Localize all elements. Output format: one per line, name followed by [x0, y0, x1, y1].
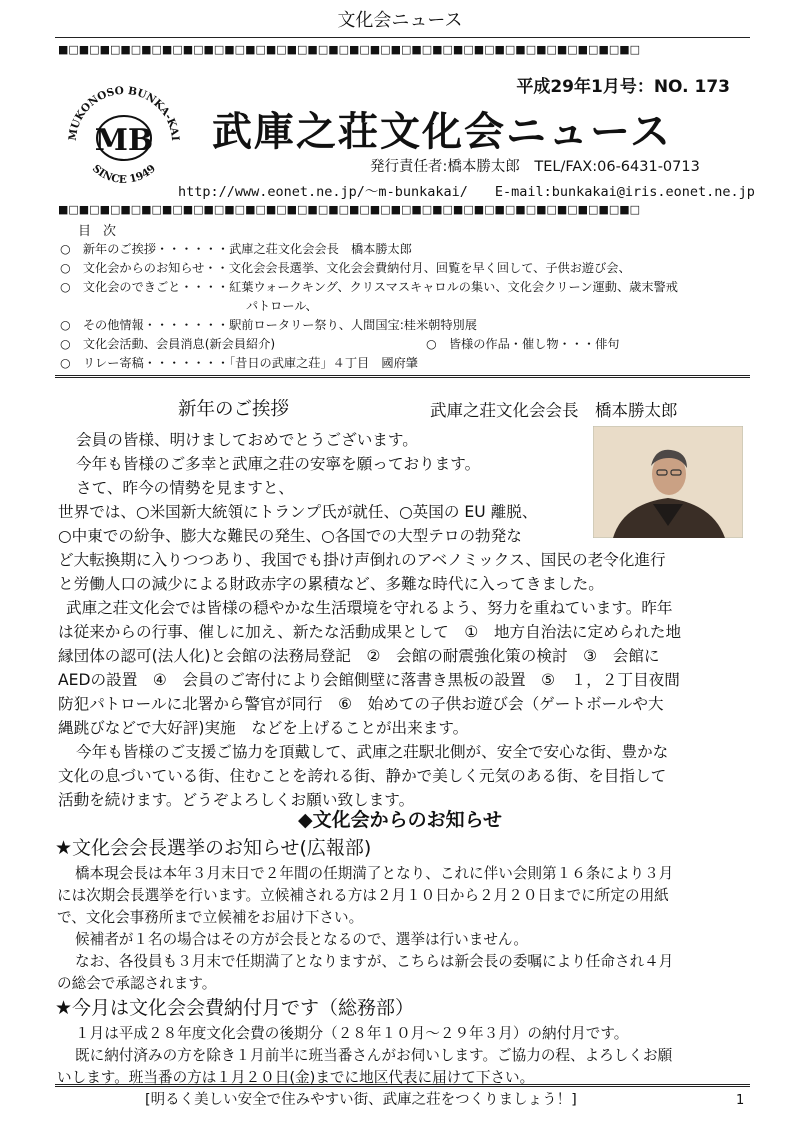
toc-title: 目次: [78, 224, 129, 239]
greeting-line: 縄跳びなどで大好評)実施 などを上げることが出来ます。: [58, 719, 469, 737]
election-heading: ★文化会会長選挙のお知らせ(広報部): [55, 837, 372, 859]
footer-rule: [55, 1084, 750, 1087]
header-pattern: ■□■□■□■□■□■□■□■□■□■□■□■□■□■□■□■□■□■□■□■□■□■□■□■□■□■□■□■□: [58, 43, 641, 56]
election-line: には次期会長選挙を行います。立候補される方は２月１０日から２月２０日までに所定の用紙: [57, 887, 669, 904]
toc-line: ○ その他情報・・・・・・・駅前ロータリー祭り、人間国宝:桂米朝特別展: [60, 318, 477, 332]
election-line: なお、各役員も３月末で任期満了となりますが、こちらは新会長の委嘱により任命され４月: [75, 953, 674, 970]
greeting-line: 今年も皆様のご多幸と武庫之荘の安寧を願っております。: [76, 455, 481, 473]
greeting-line: AEDの設置 ④ 会員のご寄付により会館側壁に落書き黒板の設置 ⑤ １，２丁目夜間: [58, 671, 680, 689]
greeting-line: ○中東での紛争、膨大な難民の発生、○各国での大型テロの勃発な: [58, 527, 522, 545]
greeting-line: と労働人口の減少による財政赤字の累積など、多難な時代に入ってきました。: [58, 575, 604, 593]
page-number: 1: [736, 1093, 745, 1108]
toc-top-pattern: ■□■□■□■□■□■□■□■□■□■□■□■□■□■□■□■□■□■□■□■□■□■□■□■□■□■□■□■□: [58, 203, 641, 216]
greeting-line: 武庫之荘文化会では皆様の穏やかな生活環境を守れるよう、努力を重ねています。昨年: [66, 599, 673, 617]
website-email[interactable]: http://www.eonet.ne.jp/～m-bunkakai/ E-mail:bunkakai@iris.eonet.ne.jp: [178, 184, 755, 200]
election-line: で、文化会事務所まで立候補をお届け下さい。: [57, 909, 364, 926]
issue-number: 平成29年1月号：NO. 173: [516, 77, 730, 97]
greeting-title: 新年のご挨拶: [178, 399, 290, 420]
fee-line: １月は平成２８年度文化会費の後期分（２８年１０月～２９年３月）の納付月です。: [75, 1025, 629, 1042]
svg-text:SINCE 1949: [90, 163, 158, 186]
greeting-line: 防犯パトロールに北署から警官が同行 ⑥ 始めての子供お遊び会（ゲートボールや大: [58, 695, 664, 713]
fee-heading: ★今月は文化会会費納付月です（総務部）: [55, 997, 415, 1019]
toc-line: ○ 新年のご挨拶・・・・・・武庫之荘文化会会長 橋本勝太郎: [60, 242, 412, 256]
editor-contact: 発行責任者:橋本勝太郎 TEL/FAX:06-6431-0713: [370, 159, 700, 175]
masthead-title: 武庫之荘文化会ニュース: [212, 109, 672, 155]
greeting-line: 文化の息づいている街、住むことを誇れる街、静かで美しく元気のある街、を目指して: [58, 767, 667, 785]
toc-line: ○ 文化会からのお知らせ・・文化会会長選挙、文化会会費納付月、回覧を早く回して、子供お遊び会、: [60, 261, 631, 275]
fee-line: 既に納付済みの方を除き１月前半に班当番さんがお伺いします。ご協力の程、よろしくお願: [75, 1047, 673, 1064]
logo-arc-text: MUKONOSO BUNKA-KAI: [66, 84, 182, 142]
greeting-line: 会員の皆様、明けましておめでとうございます。: [76, 431, 418, 449]
greeting-line: ど大転換期に入りつつあり、我国でも掛け声倒れのアベノミックス、国民の老令化進行: [58, 551, 666, 569]
greeting-line: さて、昨今の情勢を見ますと、: [76, 479, 295, 497]
toc-line: ○ 皆様の作品・催し物・・・俳句: [426, 337, 620, 351]
election-line: の総会で承認されます。: [57, 975, 217, 992]
fee-line: いします。班当番の方は１月２０日(金)までに地区代表に届けて下さい。: [57, 1069, 535, 1086]
election-line: 候補者が１名の場合はその方が会長となるので、選挙は行いません。: [75, 931, 528, 948]
toc-bottom-rule: [55, 375, 750, 378]
greeting-line: 縁団体の認可(法人化)と会館の法務局登記 ② 会館の耐震強化策の検討 ③ 会館に: [58, 647, 660, 665]
logo-since-text: SINCE 1949: [89, 162, 159, 186]
greeting-line: 今年も皆様のご支援ご協力を頂戴して、武庫之荘駅北側が、安全で安心な街、豊かな: [76, 743, 669, 761]
greeting-line: 活動を続けます。どうぞよろしくお願い致します。: [58, 791, 415, 809]
logo-monogram: MB: [94, 123, 154, 158]
toc-line: パトロール、: [246, 299, 318, 313]
chairman-photo: [593, 426, 743, 538]
mb-logo: [64, 78, 184, 198]
election-line: 橋本現会長は本年３月末日で２年間の任期満了となり、これに伴い会則第１６条により３月: [75, 865, 674, 882]
footer-slogan: [明るく美しい安全で住みやすい街、武庫之荘をつくりましょう！]: [145, 1092, 577, 1108]
greeting-author: 武庫之荘文化会会長 橋本勝太郎: [430, 401, 678, 420]
notice-section-title: ◆文化会からのお知らせ: [297, 809, 503, 831]
greeting-line: は従来からの行事、催しに加え、新たな活動成果として ① 地方自治法に定められた地: [58, 623, 682, 641]
greeting-line: 世界では、○米国新大統領にトランプ氏が就任、○英国の EU 離脱、: [58, 503, 538, 521]
toc-line: ○ 文化会活動、会員消息(新会員紹介): [60, 337, 276, 351]
newsletter-header-label: 文化会ニュース: [337, 10, 463, 31]
header-rule: [55, 37, 750, 38]
toc-line: ○ リレー寄稿・・・・・・・「昔日の武庫之荘」４丁目 國府肇: [60, 356, 418, 370]
toc-line: ○ 文化会のできごと・・・・紅葉ウォークキング、クリスマスキャロルの集い、文化会クリーン運動、歳末警戒: [60, 280, 678, 294]
